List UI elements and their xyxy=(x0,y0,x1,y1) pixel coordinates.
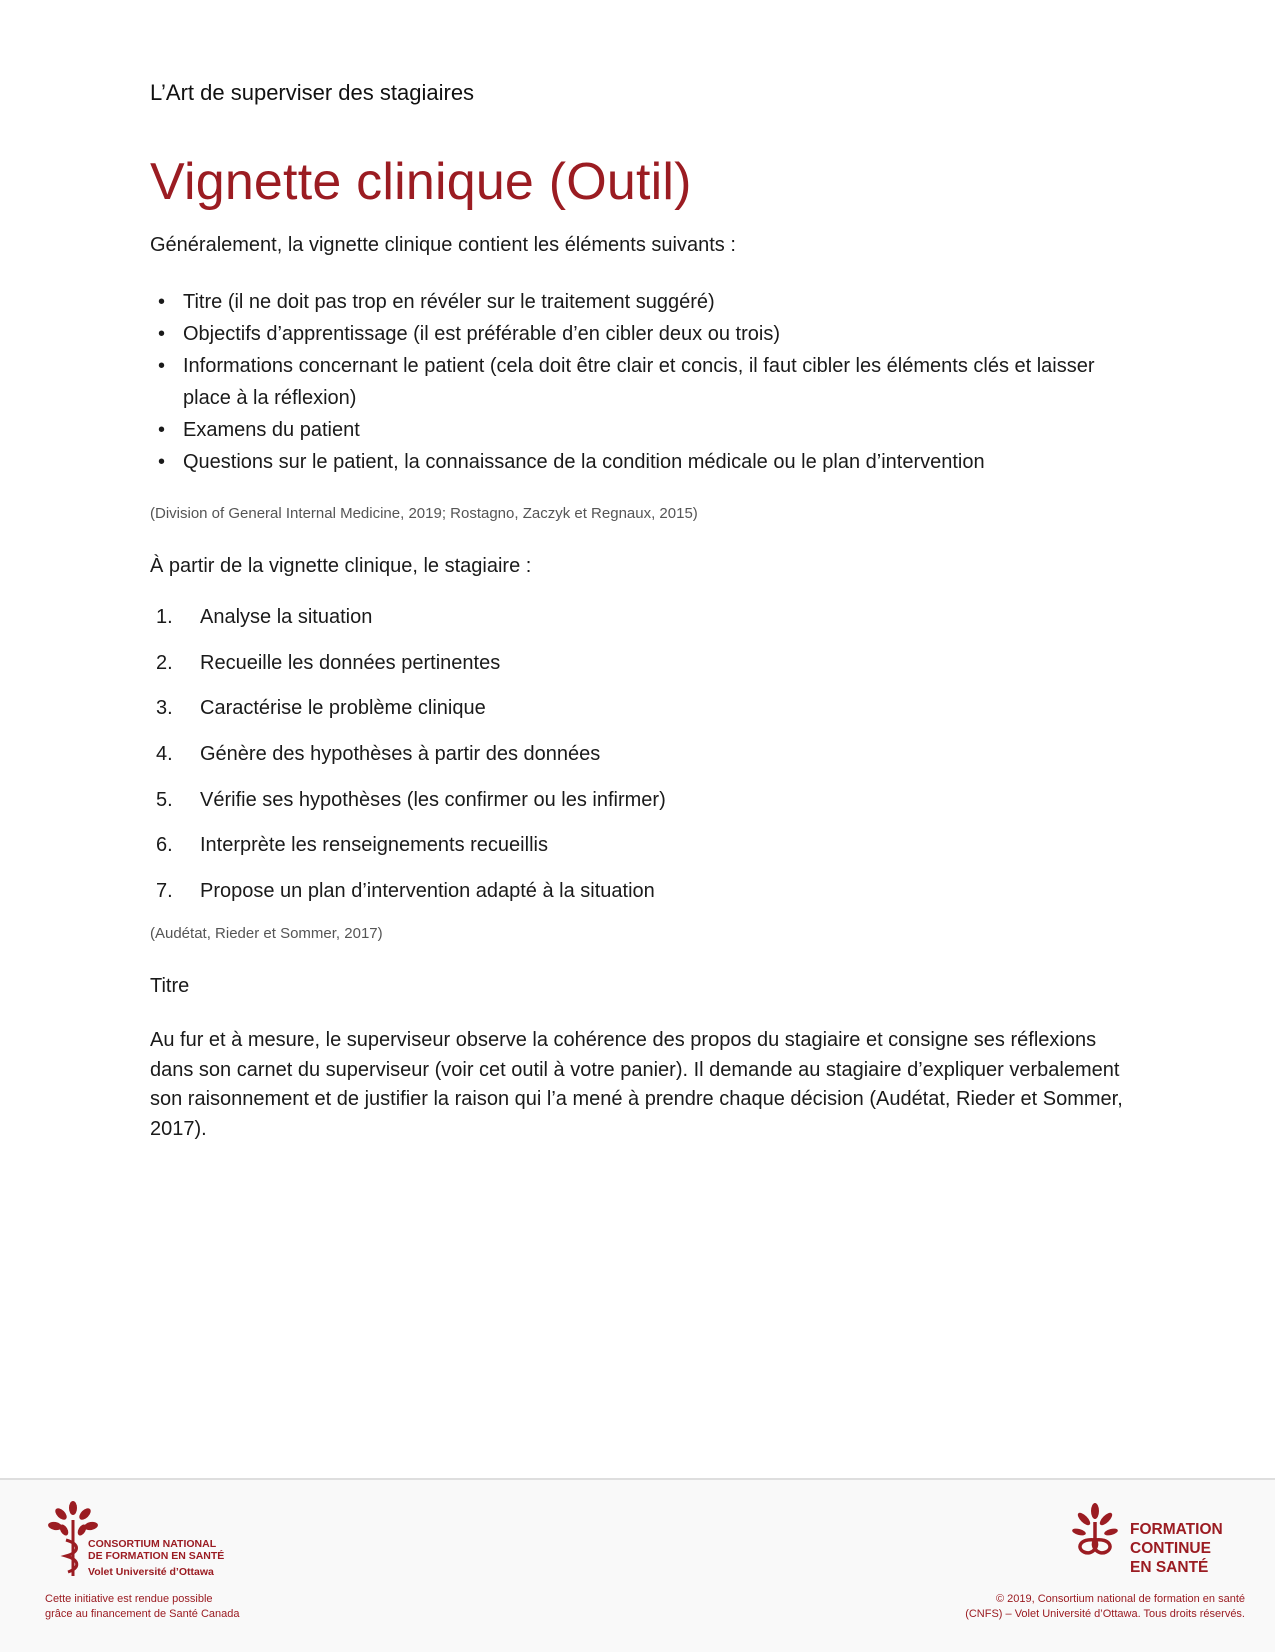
funding-line: grâce au financement de Santé Canada xyxy=(45,1608,240,1620)
step-text: Recueille les données pertinentes xyxy=(200,651,501,674)
step-number: 1. xyxy=(156,606,173,628)
step-number: 2. xyxy=(156,651,173,674)
step-text: Vérifie ses hypothèses (les confirmer ou les infirmer) xyxy=(200,788,666,811)
step-item xyxy=(150,697,666,743)
copyright-note xyxy=(965,1592,1245,1622)
subheading: Titre xyxy=(150,975,190,997)
copyright-line: © 2019, Consortium national de formation en santé xyxy=(995,1593,1245,1605)
step-item xyxy=(150,789,666,835)
step-item xyxy=(150,834,666,880)
step-item xyxy=(150,743,666,789)
steps-list xyxy=(150,606,666,926)
citation: (Division of General Internal Medicine, 2019; Rostagno, Zaczyk et Regnaux, 2015) xyxy=(150,505,698,522)
step-number: 3. xyxy=(156,697,173,720)
brand-line: CONTINUE xyxy=(1130,1540,1211,1557)
list-item: • Informations concernant le patient (cela doit être clair et concis, il faut cibler les éléments clés et laisser place à la réflexion) xyxy=(150,350,1110,414)
body-paragraph: Au fur et à mesure, le superviseur observe la cohérence des propos du stagiaire et consigne ses réflexions dans son carnet du superviseur (voir cet outil à votre panier). Il demande au stagiaire d’expliquer verbalement son raisonnement et de justifier la raison qui l’a mené à prendre chaque décision (Audétat, Rieder et Sommer, 2017). xyxy=(150,1029,1123,1140)
citation: (Audétat, Rieder et Sommer, 2017) xyxy=(150,925,383,942)
list-item: • Titre (il ne doit pas trop en révéler sur le traitement suggéré) xyxy=(150,286,1110,318)
intro-text: Généralement, la vignette clinique contient les éléments suivants : xyxy=(150,234,736,256)
course-title: L’Art de superviser des stagiaires xyxy=(150,80,475,105)
brand-line: EN SANTÉ xyxy=(1130,1559,1209,1576)
page-title: Vignette clinique (Outil) xyxy=(150,153,692,211)
footer xyxy=(0,1478,1275,1652)
step-text: Analyse la situation xyxy=(200,606,373,628)
org-name-line: DE FORMATION EN SANTÉ xyxy=(88,1550,225,1562)
copyright-line: (CNFS) – Volet Université d’Ottawa. Tous droits réservés. xyxy=(965,1608,1245,1620)
funding-line: Cette initiative est rendue possible xyxy=(45,1593,213,1605)
org-name-line: CONSORTIUM NATIONAL xyxy=(88,1538,217,1550)
formation-logo-icon xyxy=(1070,1502,1120,1566)
step-text: Génère des hypothèses à partir des données xyxy=(200,743,601,766)
step-item xyxy=(150,880,666,926)
step-text: Interprète les renseignements recueillis xyxy=(200,834,548,857)
list-item: • Objectifs d’apprentissage (il est préférable d’en cibler deux ou trois) xyxy=(150,318,1110,350)
elements-list xyxy=(150,286,1110,478)
step-text: Caractérise le problème clinique xyxy=(200,697,486,720)
funding-note xyxy=(45,1592,239,1622)
step-item xyxy=(150,652,666,698)
brand-name xyxy=(1130,1520,1223,1577)
list-item: • Questions sur le patient, la connaissance de la condition médicale ou le plan d’intervention xyxy=(150,446,1110,478)
step-number: 7. xyxy=(156,880,173,903)
org-subtitle: Volet Université d’Ottawa xyxy=(88,1566,214,1578)
step-number: 4. xyxy=(156,743,173,766)
step-item xyxy=(150,606,666,652)
steps-intro: À partir de la vignette clinique, le stagiaire : xyxy=(150,555,532,577)
list-item: • Examens du patient xyxy=(150,414,1110,446)
step-text: Propose un plan d’intervention adapté à la situation xyxy=(200,880,655,903)
step-number: 5. xyxy=(156,788,173,811)
step-number: 6. xyxy=(156,834,173,857)
brand-line: FORMATION xyxy=(1130,1521,1223,1538)
